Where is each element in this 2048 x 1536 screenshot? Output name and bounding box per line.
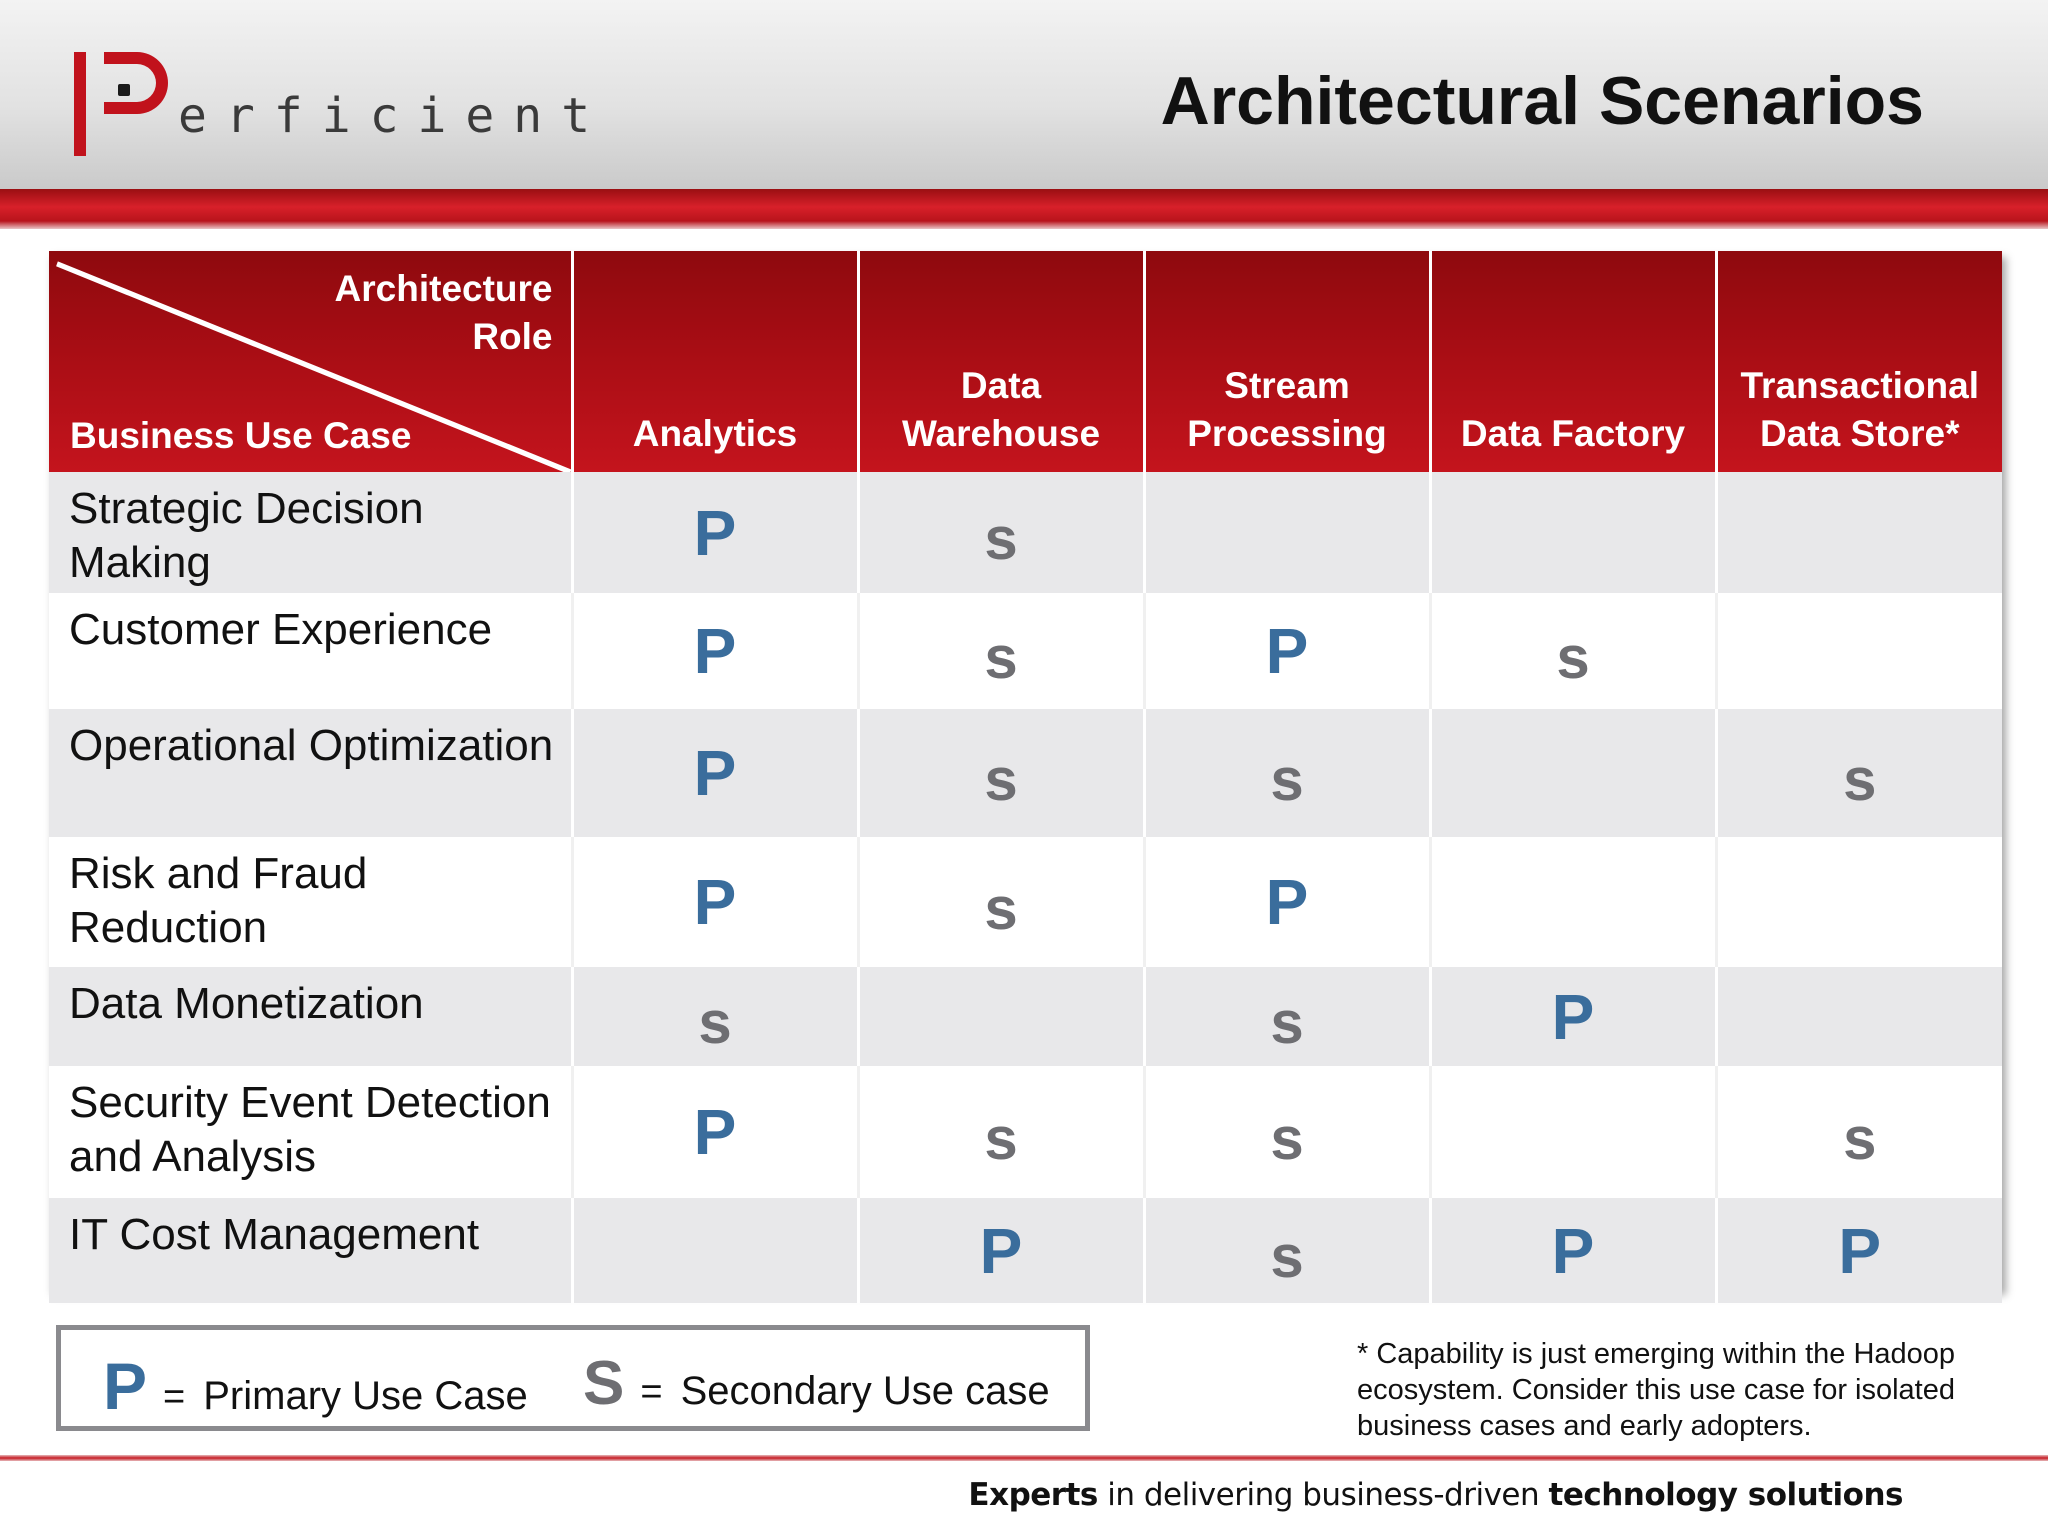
primary-mark: P bbox=[979, 1214, 1023, 1287]
role-cell bbox=[1144, 1198, 1430, 1303]
legend-secondary-symbol: S bbox=[583, 1349, 625, 1418]
secondary-mark: s bbox=[1270, 989, 1304, 1056]
secondary-mark: s bbox=[984, 745, 1018, 813]
role-cell bbox=[1430, 967, 1716, 1066]
corner-header-cell bbox=[49, 251, 572, 472]
business-use-case-label: Business Use Case bbox=[70, 415, 412, 456]
secondary-mark: s bbox=[984, 623, 1018, 691]
table-row bbox=[49, 967, 2002, 1066]
column-header: Transactional Data Store* bbox=[1716, 251, 2002, 472]
role-cell bbox=[1430, 472, 1716, 593]
column-header: Data Warehouse bbox=[858, 251, 1144, 472]
role-cell bbox=[858, 967, 1144, 1066]
primary-mark: P bbox=[1265, 615, 1309, 687]
legend-equals: = bbox=[163, 1376, 186, 1418]
footer-tagline bbox=[968, 1477, 1903, 1513]
primary-mark: P bbox=[693, 866, 737, 938]
table-row bbox=[49, 709, 2002, 837]
role-cell bbox=[1716, 967, 2002, 1066]
role-cell bbox=[1716, 709, 2002, 837]
secondary-mark: s bbox=[1270, 1223, 1304, 1290]
scenario-table bbox=[49, 251, 2002, 1303]
column-header: Analytics bbox=[572, 251, 858, 472]
role-cell bbox=[1144, 1066, 1430, 1198]
primary-mark: P bbox=[693, 737, 737, 809]
tagline-solutions: technology solutions bbox=[1548, 1477, 1903, 1513]
primary-mark: P bbox=[693, 1096, 737, 1168]
role-cell bbox=[1430, 709, 1716, 837]
role-cell bbox=[1430, 837, 1716, 967]
role-cell bbox=[858, 1198, 1144, 1303]
role-cell bbox=[572, 472, 858, 593]
role-cell bbox=[1144, 837, 1430, 967]
table-body bbox=[49, 472, 2002, 1303]
table-row bbox=[49, 837, 2002, 967]
role-cell bbox=[1716, 837, 2002, 967]
primary-mark: P bbox=[1551, 980, 1595, 1053]
role-cell bbox=[1430, 593, 1716, 709]
secondary-mark: s bbox=[984, 505, 1018, 572]
legend-primary bbox=[103, 1348, 528, 1424]
primary-mark: P bbox=[1838, 1214, 1882, 1287]
legend-secondary bbox=[583, 1348, 1050, 1419]
role-cell bbox=[858, 1066, 1144, 1198]
business-use-case-cell: Data Monetization bbox=[49, 967, 572, 1066]
role-cell bbox=[1716, 1066, 2002, 1198]
logo-dot bbox=[118, 84, 130, 96]
table-row bbox=[49, 593, 2002, 709]
primary-mark: P bbox=[1551, 1214, 1595, 1287]
role-cell bbox=[572, 709, 858, 837]
table-row bbox=[49, 472, 2002, 593]
role-cell bbox=[572, 593, 858, 709]
primary-mark: P bbox=[693, 496, 737, 569]
role-cell bbox=[1716, 472, 2002, 593]
secondary-mark: s bbox=[984, 874, 1018, 942]
logo-p-bowl bbox=[104, 52, 168, 114]
tagline-middle: in delivering business-driven bbox=[1097, 1477, 1549, 1513]
legend-primary-symbol: P bbox=[103, 1349, 148, 1423]
primary-mark: P bbox=[1265, 866, 1309, 938]
business-use-case-cell: Customer Experience bbox=[49, 593, 572, 709]
secondary-mark: s bbox=[984, 1104, 1018, 1172]
role-cell bbox=[858, 593, 1144, 709]
legend-primary-label: Primary Use Case bbox=[203, 1374, 528, 1418]
role-cell bbox=[572, 967, 858, 1066]
logo-p-stem bbox=[74, 52, 86, 156]
legend-box bbox=[56, 1325, 1090, 1431]
secondary-mark: s bbox=[1843, 745, 1877, 813]
business-use-case-cell: Security Event Detection and Analysis bbox=[49, 1066, 572, 1198]
role-cell bbox=[572, 837, 858, 967]
legend-equals: = bbox=[640, 1371, 663, 1413]
footer-rule bbox=[0, 1455, 2048, 1461]
role-cell bbox=[1716, 593, 2002, 709]
scenario-matrix bbox=[49, 251, 2002, 1289]
footnote: * Capability is just emerging within the Hadoop ecosystem. Consider this use case for isolated business cases and early adopters. bbox=[1357, 1338, 1956, 1442]
role-cell bbox=[858, 709, 1144, 837]
legend-secondary-label: Secondary Use case bbox=[680, 1369, 1050, 1413]
business-use-case-cell: Risk and Fraud Reduction bbox=[49, 837, 572, 967]
business-use-case-cell: Operational Optimization bbox=[49, 709, 572, 837]
secondary-mark: s bbox=[1556, 623, 1590, 691]
role-cell bbox=[572, 1066, 858, 1198]
column-header: Data Factory bbox=[1430, 251, 1716, 472]
business-use-case-cell: Strategic Decision Making bbox=[49, 472, 572, 593]
secondary-mark: s bbox=[1270, 745, 1304, 813]
logo-wordmark: erficient bbox=[178, 88, 610, 144]
header-red-band bbox=[0, 189, 2048, 229]
role-cell bbox=[858, 837, 1144, 967]
table-header-row bbox=[49, 251, 2002, 472]
role-cell bbox=[1144, 967, 1430, 1066]
primary-mark: P bbox=[693, 615, 737, 687]
role-cell bbox=[1430, 1066, 1716, 1198]
role-cell bbox=[1144, 472, 1430, 593]
table-row bbox=[49, 1066, 2002, 1198]
secondary-mark: s bbox=[698, 989, 732, 1056]
role-cell bbox=[572, 1198, 858, 1303]
role-cell bbox=[858, 472, 1144, 593]
architecture-role-label: Architecture Role bbox=[334, 268, 553, 357]
slide-title: Architectural Scenarios bbox=[1160, 63, 1924, 139]
secondary-mark: s bbox=[1843, 1104, 1877, 1172]
column-header: Stream Processing bbox=[1144, 251, 1430, 472]
business-use-case-cell: IT Cost Management bbox=[49, 1198, 572, 1303]
role-cell bbox=[1144, 709, 1430, 837]
role-cell bbox=[1716, 1198, 2002, 1303]
table-row bbox=[49, 1198, 2002, 1303]
perficient-logo bbox=[74, 48, 610, 164]
tagline-experts: Experts bbox=[968, 1477, 1098, 1513]
role-cell bbox=[1144, 593, 1430, 709]
role-cell bbox=[1430, 1198, 1716, 1303]
secondary-mark: s bbox=[1270, 1104, 1304, 1172]
